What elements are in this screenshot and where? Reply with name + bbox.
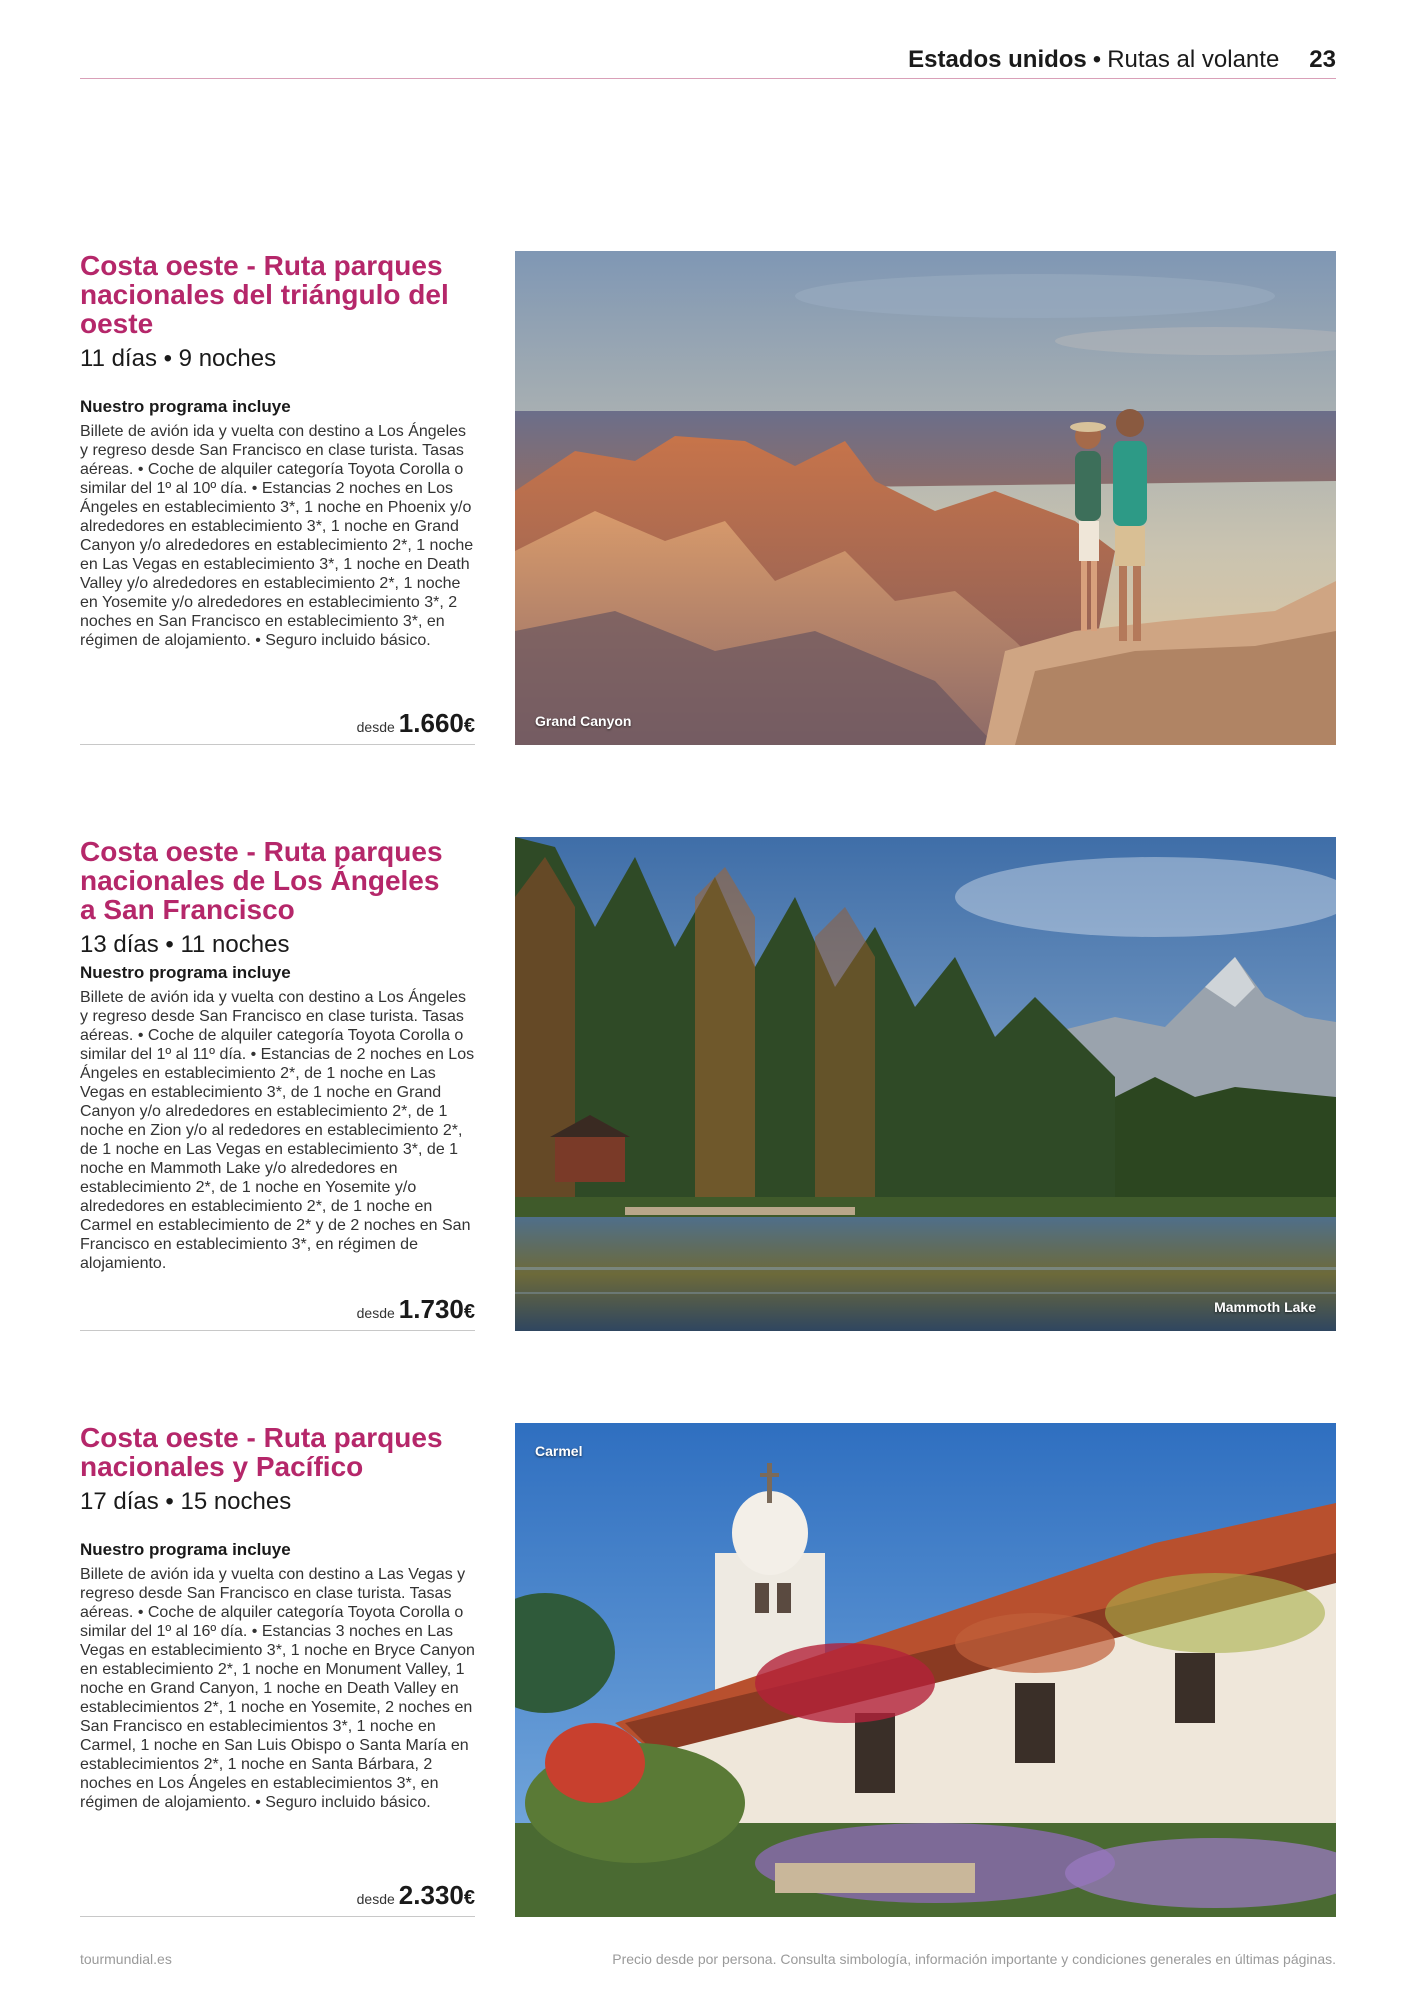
footer-website: tourmundial.es xyxy=(80,1951,172,1967)
price-rule xyxy=(80,1330,475,1331)
page-number: 23 xyxy=(1309,46,1336,73)
price-rule xyxy=(80,1916,475,1917)
header-subsection: Rutas al volante xyxy=(1107,46,1280,73)
tour-text-column xyxy=(80,251,475,745)
header-section: Estados unidos xyxy=(908,46,1087,73)
photo-caption: Mammoth Lake xyxy=(1214,1299,1316,1315)
price xyxy=(357,1294,475,1325)
tour-title: Costa oeste - Ruta parques nacionales y Pacífico xyxy=(80,1422,443,1482)
tour-section-1 xyxy=(80,251,1336,745)
header-text xyxy=(908,46,1336,74)
tour-duration: 17 días • 15 noches xyxy=(80,1488,292,1515)
includes-text: Billete de avión ida y vuelta con destino a Los Ángeles y regreso desde San Francisco en clase turista. Tasas aéreas. • Coche de alquiler categoría Toyota Corolla o similar del 1º al 10º día. • Estancias 2 noches en Los Ángeles en establecimiento 3*, 1 noche en Phoenix y/o alrededores en establecimiento 3*, 1 noche en Grand Canyon y/o alrededores en establecimiento 2*, 1 noche en Las Vegas en establecimiento 3*, 1 noche en Death Valley y/o alrededores en establecimiento 2*, 1 noche en Yosemite y/o alrededores en establecimiento 3*, 2 noches en San Francisco en establecimiento 3*, en régimen de alojamiento. • Seguro incluido básico. xyxy=(80,423,474,649)
price-value: 2.330 xyxy=(398,1880,464,1910)
photo-caption: Carmel xyxy=(535,1443,583,1459)
price-prefix: desde xyxy=(356,1305,395,1321)
price-currency: € xyxy=(463,1887,475,1909)
price-currency: € xyxy=(463,715,475,737)
header-rule xyxy=(80,78,1336,79)
photo-caption: Grand Canyon xyxy=(535,713,632,729)
price-currency: € xyxy=(463,1301,475,1323)
page-header xyxy=(80,46,1336,80)
includes-text: Billete de avión ida y vuelta con destino a Las Vegas y regreso desde San Francisco en clase turista. Tasas aéreas. • Coche de alquiler categoría Toyota Corolla o similar del 1º al 16º día. • Estancias 3 noches en Las Vegas en establecimiento 3*, 1 noche en Bryce Canyon en establecimiento 2*, 1 noche en Monument Valley, 1 noche en Grand Canyon, 1 noche en Death Valley en establecimientos 2*, 1 noche en Yosemite, 2 noches en San Francisco en establecimientos 3*, 1 noche en Carmel, 1 noche en San Luis Obispo o Santa María en establecimientos 2*, 1 noche en Santa Bárbara, 2 noches en Los Ángeles en establecimientos 3*, en régimen de alojamiento. • Seguro incluido básico. xyxy=(80,1566,475,1811)
tour-text-column xyxy=(80,1423,475,1917)
tour-duration: 13 días • 11 noches xyxy=(80,931,290,958)
includes-text: Billete de avión ida y vuelta con destino a Los Ángeles y regreso desde San Francisco en clase turista. Tasas aéreas. • Coche de alquiler categoría Toyota Corolla o similar del 1º al 11º día. • Estancias de 2 noches en Los Ángeles en establecimiento 2*, de 1 noche en Las Vegas en establecimiento 3*, de 1 noche en Grand Canyon y/o alrededores en establecimiento 2*, de 1 noche en Zion y/o al rededores en establecimiento 2*, de 1 noche en Las Vegas en establecimiento 3*, de 1 noche en Mammoth Lake y/o alrededores en establecimiento 2*, de 1 noche en Yosemite y/o alrededores en establecimiento 2*, de 1 noche en Carmel en establecimiento de 2* y de 2 noches en San Francisco en establecimiento 3*, en régimen de alojamiento. xyxy=(80,989,475,1272)
tour-title: Costa oeste - Ruta parques nacionales del triángulo del oeste xyxy=(80,250,449,339)
carmel-mission-photo xyxy=(515,1423,1336,1917)
tour-title: Costa oeste - Ruta parques nacionales de Los Ángeles a San Francisco xyxy=(80,836,443,925)
price xyxy=(357,1880,475,1911)
tour-section-2 xyxy=(80,837,1336,1331)
price xyxy=(357,708,475,739)
price-prefix: desde xyxy=(356,719,395,735)
header-separator: • xyxy=(1092,46,1102,73)
price-prefix: desde xyxy=(356,1891,395,1907)
includes-heading: Nuestro programa incluye xyxy=(80,963,291,982)
footer-disclaimer: Precio desde por persona. Consulta simbología, información importante y condiciones generales en últimas páginas. xyxy=(612,1951,1336,1967)
includes-heading: Nuestro programa incluye xyxy=(80,397,291,416)
includes-heading: Nuestro programa incluye xyxy=(80,1540,291,1559)
mammoth-lake-photo xyxy=(515,837,1336,1331)
tour-text-column xyxy=(80,837,475,1331)
grand-canyon-photo xyxy=(515,251,1336,745)
tour-section-3 xyxy=(80,1423,1336,1917)
price-rule xyxy=(80,744,475,745)
price-value: 1.660 xyxy=(398,708,464,738)
tour-duration: 11 días • 9 noches xyxy=(80,345,277,372)
price-value: 1.730 xyxy=(398,1294,464,1324)
